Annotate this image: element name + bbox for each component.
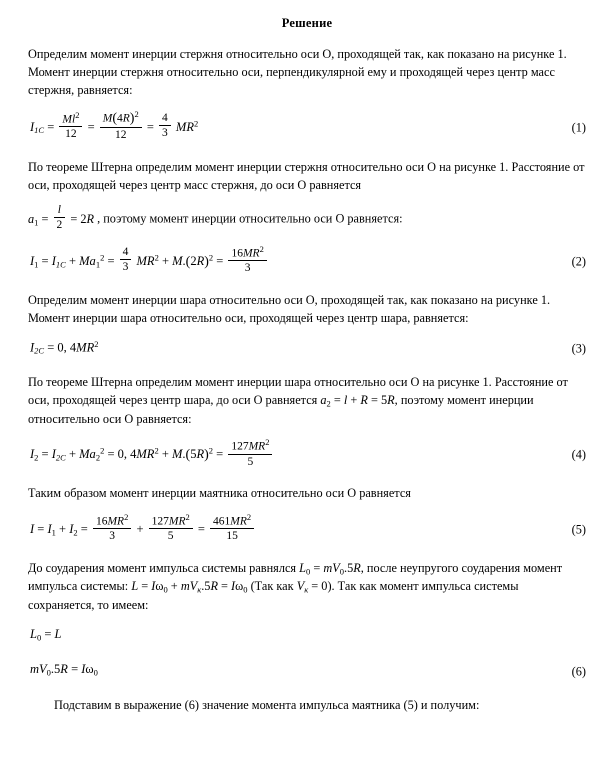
inline-math-Vk: $V_к = 0$: [296, 579, 328, 595]
equation-2-number: (2): [571, 254, 586, 269]
equation-2-row: [28, 243, 586, 278]
inline-math-L0: $L_0 = mV_0.5R$: [299, 560, 361, 576]
equation-6-number: (6): [571, 664, 586, 679]
equation-6: $mV_0.5R = I\omega_0$: [30, 662, 98, 678]
page-title: Решение: [281, 16, 333, 30]
equation-1-number: (1): [571, 120, 586, 135]
inline-math-a1: $a_1$ = $\frac{l}{2}$ = 2R: [28, 204, 94, 232]
steiner-sphere-text-2: , поэтому момент инерции относительно оси О равняется:: [28, 393, 534, 427]
intro-paragraph: Определим момент инерции стержня относительно оси О, проходящей так, как показано на рисунке 1. Момент инерции стержня относительно оси, перпендикулярной ему и проходящей через центр масс стержня, равняется:: [28, 47, 567, 98]
steiner-sphere-text-1: По теореме Штерна определим момент инерции шара относительно оси О на рисунке 1. Расстояние от оси, проходящей через центр шара, до оси О равняется: [28, 375, 568, 408]
inline-math-a2: $a_2 = l + R = 5R$: [320, 393, 395, 409]
equation-1: $I_{1C}$ = $\frac{Ml^2}{12}$ = $\frac{M(4R)^2}{12}$ = $\frac{4}{3}$ $MR^2$: [30, 108, 199, 142]
equation-2: $I_1 = I_{1C} + Ma_1^2$ = $\frac{4}{3}$ $MR^2 + M.(2R)^2$ = $\frac{16MR^2}{3}$: [30, 246, 269, 278]
steiner-sphere-paragraph: [28, 373, 586, 428]
distance-a1-paragraph: [28, 205, 586, 235]
equation-5: $I = I_1 + I_2$ = $\frac{16MR^2}{3}$ + $\frac{127MR^2}{5}$ = $\frac{461MR^2}{15}$: [30, 514, 256, 546]
equation-3-number: (3): [571, 341, 586, 356]
equation-4: $I_2 = I_{2C} + Ma_2^2 = 0$, $4MR^2 + M.(5R)^2$ = $\frac{127MR^2}{5}$: [30, 439, 274, 471]
steiner-rod-paragraph: По теореме Штерна определим момент инерции стержня относительно оси О на рисунке 1. Расстояние от оси, проходящей через центр масс стержня, до оси О равняется: [28, 159, 585, 192]
inline-math-L: $L = I\omega_0 + mV_к.5R = I\omega_0$: [131, 579, 248, 595]
equation-3: $I_{2C} = 0$, $4MR^2$: [30, 339, 99, 356]
equation-4-number: (4): [571, 447, 586, 462]
equation-3-row: [28, 338, 586, 360]
equation-5-number: (5): [571, 522, 586, 537]
equation-4-row: [28, 439, 586, 471]
momentum-text-3: (Так как: [247, 579, 297, 594]
sphere-paragraph: Определим момент инерции шара относительно оси О, проходящей так, как показано на рисунке 1. Момент инерции шара относительно оси, проходящей через центр шара, равняется:: [28, 292, 551, 325]
momentum-text-2: , после неупругого соударения момент импульса системы:: [28, 560, 563, 594]
equation-1-row: [28, 108, 586, 145]
momentum-text-4: ). Так как момент импульса системы сохраняется, то имеем:: [28, 579, 519, 613]
substitute-paragraph: Подставим в выражение (6) значение момента импульса маятника (5) и получим:: [54, 697, 480, 712]
document-content: [28, 16, 586, 725]
equation-5-row: [28, 511, 586, 546]
momentum-paragraph: [28, 559, 586, 615]
distance-a1-text: , поэтому момент инерции относительно оси О равняется:: [97, 211, 403, 226]
equation-6-row: [28, 661, 586, 683]
equation-L0-equals-L-row: [28, 626, 586, 648]
momentum-text-1: До соударения момент импульса системы равнялся: [28, 560, 300, 575]
equation-L0-equals-L: $L_0 = L$: [30, 627, 62, 643]
total-inertia-paragraph: Таким образом момент инерции маятника относительно оси О равняется: [28, 486, 411, 501]
